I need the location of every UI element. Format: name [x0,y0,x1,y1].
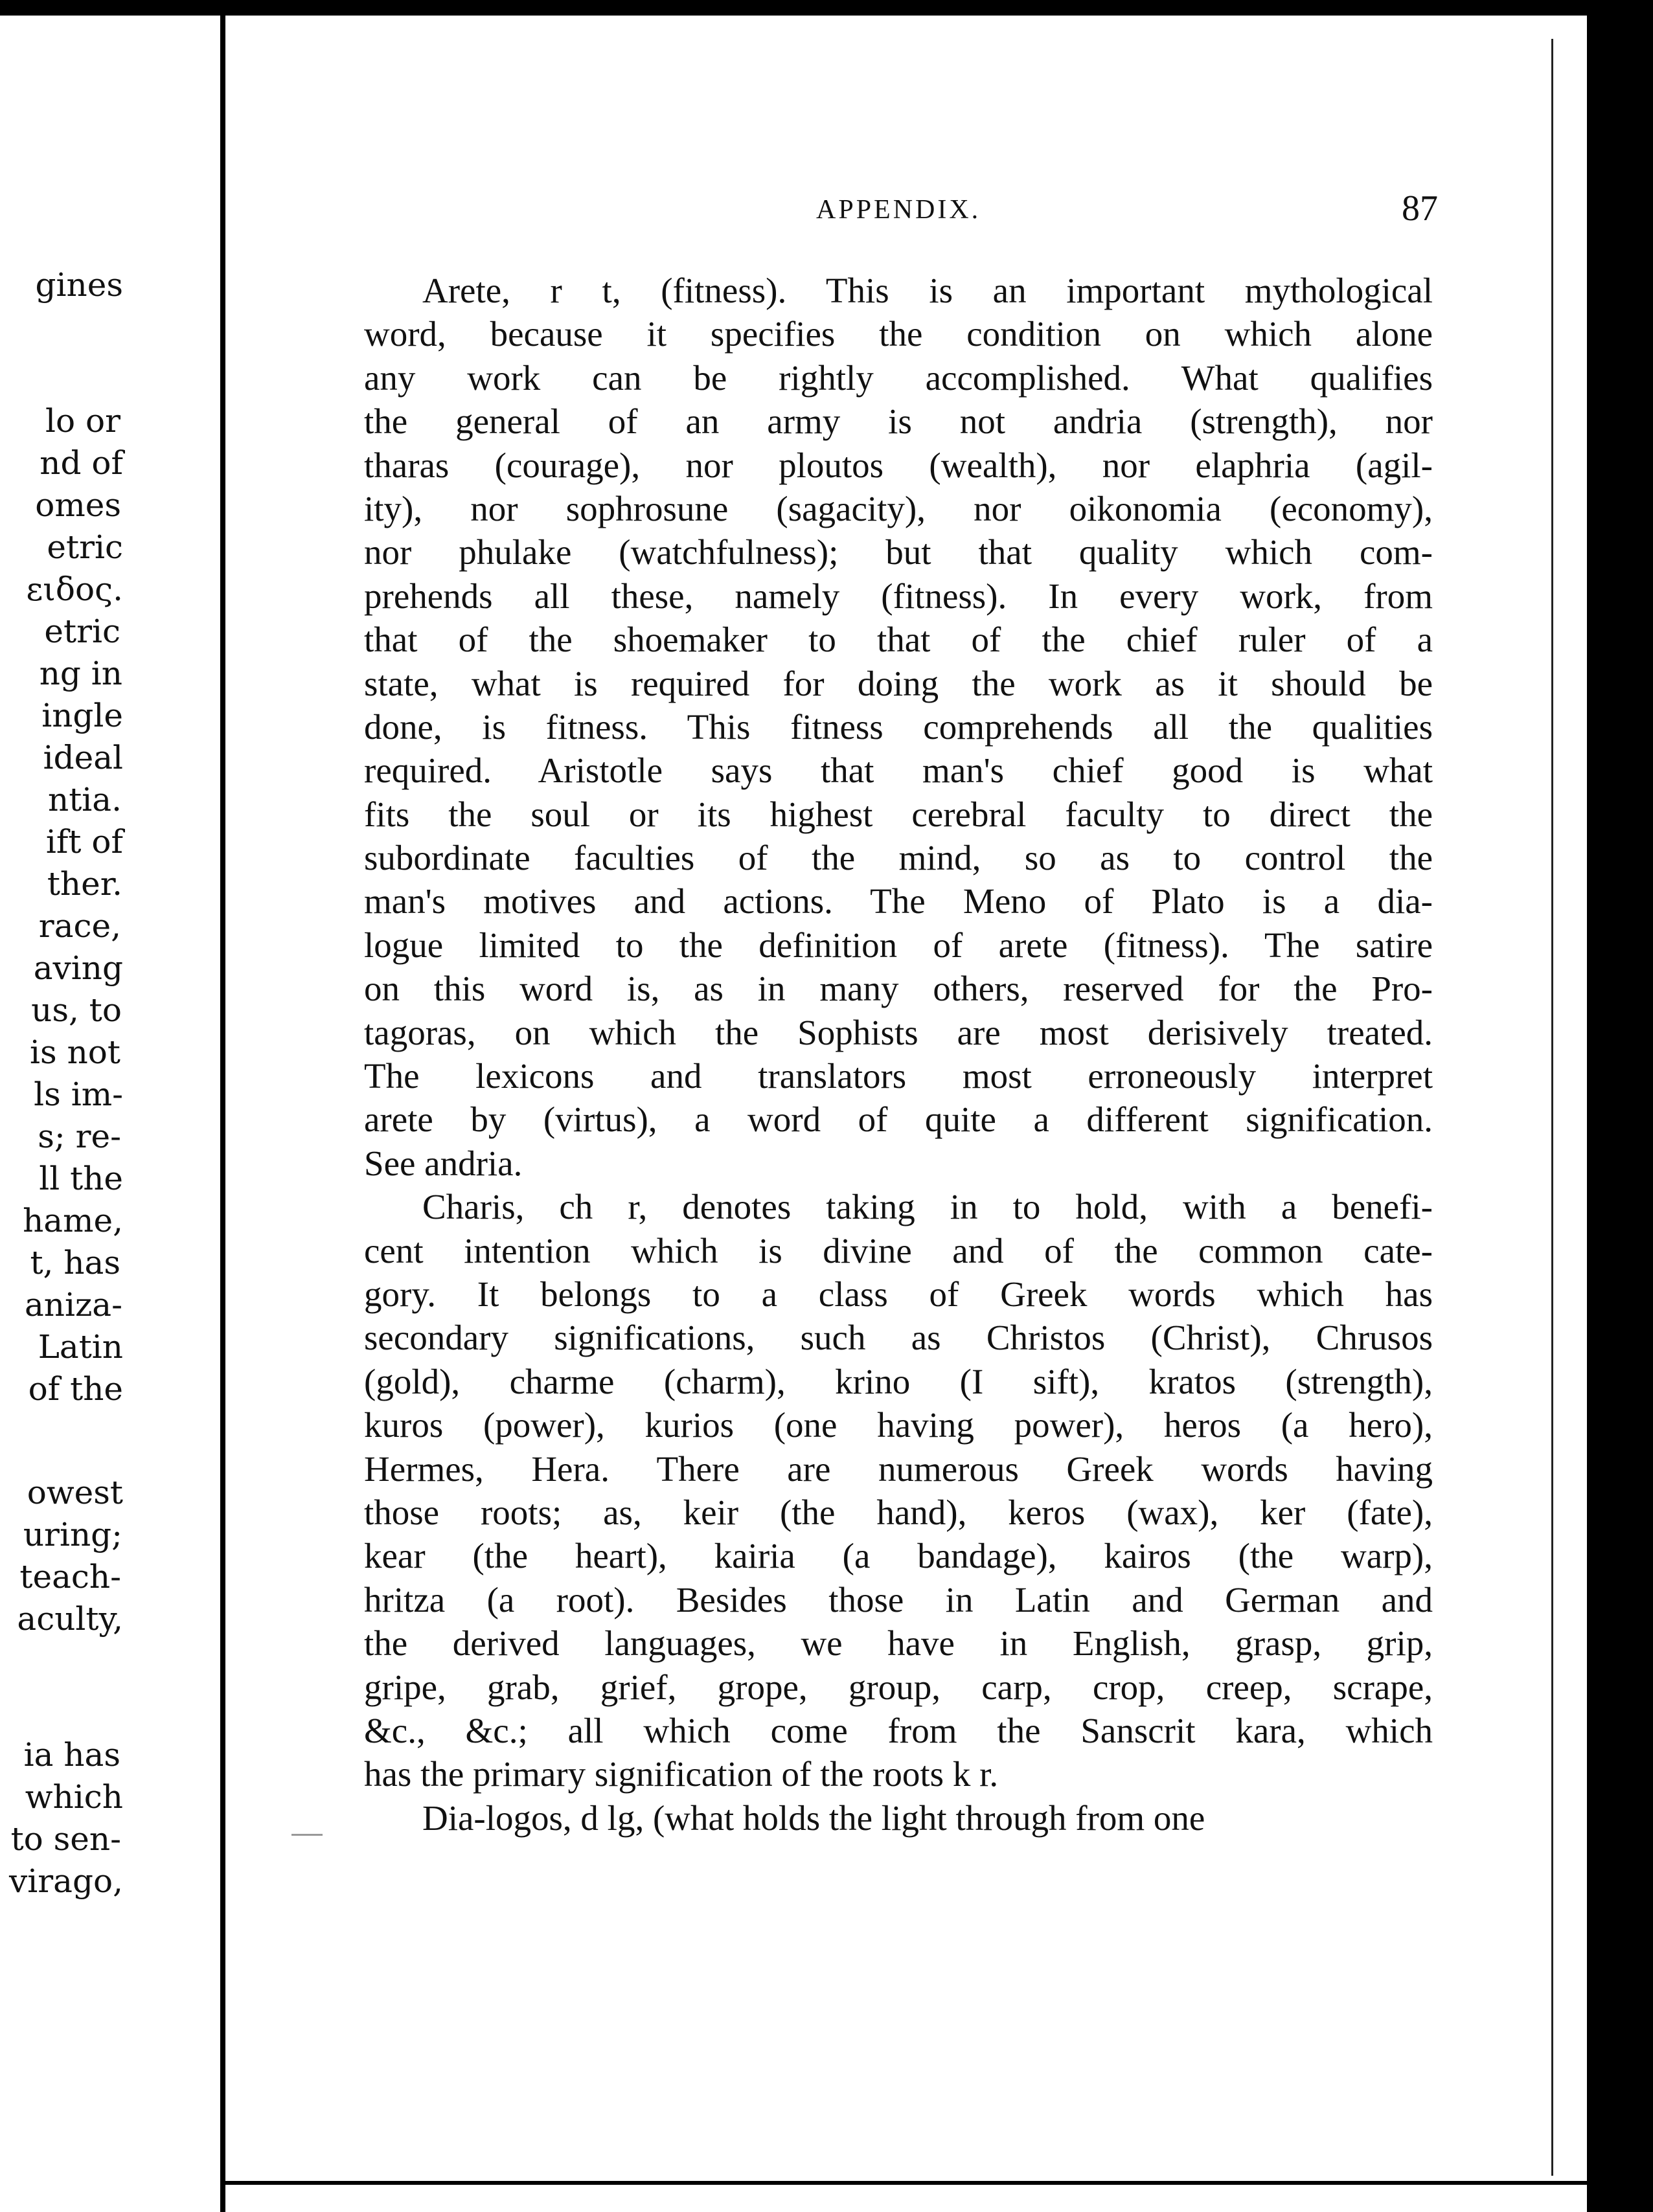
text-line: the general of an army is not andria (strength), nor [364,401,1433,442]
text-line: arete by (virtus), a word of quite a different signification. [364,1100,1433,1140]
text-line: logue limited to the definition of arete (fitness). The satire [364,925,1433,965]
text-line: kuros (power), kurios (one having power), heros (a hero), [364,1405,1433,1445]
text-line: subordinate faculties of the mind, so as to control the [364,838,1433,878]
text-line: secondary significations, such as Christos (Christ), Chrusos [364,1318,1433,1358]
previous-page-line: aculty, [17,1600,123,1638]
previous-page-fragment [0,265,220,2143]
previous-page-line: aving [33,949,123,987]
text-line: any work can be rightly accomplished. What qualifies [364,357,1433,398]
running-head: APPENDIX. [816,195,981,225]
previous-page-line: ingle [41,697,123,734]
previous-page-line: of the [28,1370,123,1408]
previous-page-line: uring; [23,1516,122,1553]
previous-page-line: owest [27,1474,123,1511]
text-line: tagoras, on which the Sophists are most derisively treated. [364,1012,1433,1052]
previous-page-line: omes [35,486,121,524]
text-line: on this word is, as in many others, reserved for the Pro- [364,969,1433,1009]
text-line: cent intention which is divine and of the common cate- [364,1230,1433,1270]
previous-page-line: us, to [31,991,122,1029]
text-line: nor phulake (watchfulness); but that quality which com- [364,532,1433,572]
previous-page-line: teach- [19,1558,121,1596]
previous-page-line: aniza- [24,1286,122,1324]
previous-page-line: etric [44,613,120,650]
book-gutter [220,0,225,2212]
text-line: Arete, r t, (fitness). This is an important mythological [422,271,1433,310]
text-line: that of the shoemaker to that of the chief ruler of a [364,620,1433,660]
text-line: Dia-logos, d lg, (what holds the light through from one [422,1798,1205,1838]
text-line: done, is fitness. This fitness comprehends all the qualities [364,706,1433,747]
previous-page-line: ideal [43,739,123,776]
text-line: Charis, ch r, denotes taking in to hold, with a benefi- [422,1187,1433,1227]
text-line: ity), nor sophrosune (sagacity), nor oikonomia (economy), [364,488,1433,528]
text-line: &c., &c.; all which come from the Sanscrit kara, which [364,1710,1433,1750]
previous-page-line: ll the [39,1160,123,1197]
text-line: required. Aristotle says that man's chief good is what [364,751,1433,791]
previous-page-line: virago, [9,1862,123,1900]
previous-page-line: nd of [40,444,123,482]
text-line: man's motives and actions. The Meno of Plato is a dia- [364,881,1433,921]
previous-page-line: ng in [39,655,122,692]
text-line: gripe, grab, grief, grope, group, carp, crop, creep, scrape, [364,1667,1433,1707]
previous-page-line: ntia. [48,781,122,818]
previous-page-line: ειδος. [26,570,123,608]
text-line: hritza (a root). Besides those in Latin and German and [364,1579,1433,1620]
scan-border-right [1587,0,1653,2212]
previous-page-line: ther. [47,865,122,903]
previous-page-line: hame, [23,1202,123,1239]
text-line: (gold), charme (charm), krino (I sift), kratos (strength), [364,1361,1433,1401]
text-line: See andria. [364,1143,523,1183]
page-header [363,188,1438,240]
text-line: The lexicons and translators most erroneously interpret [364,1056,1433,1096]
previous-page-line: ift of [45,823,123,861]
previous-page-line: to sen- [10,1820,121,1858]
previous-page-line: ia has [23,1736,120,1774]
previous-page-line: gines [35,266,123,304]
text-line: gory. It belongs to a class of Greek words which has [364,1274,1433,1314]
text-line: kear (the heart), kairia (a bandage), kairos (the warp), [364,1536,1433,1576]
margin-mark [291,1834,323,1836]
previous-page-line: Latin [38,1328,123,1366]
previous-page-line: lo or [45,402,120,440]
previous-page-line: etric [47,528,123,566]
page-number: 87 [1402,188,1438,229]
previous-page-line: s; re- [38,1118,121,1155]
previous-page-line: is not [30,1033,120,1071]
text-line: tharas (courage), nor ploutos (wealth), nor elaphria (agil- [364,445,1433,485]
scan-border-top [0,0,1653,16]
text-line: fits the soul or its highest cerebral faculty to direct the [364,794,1433,834]
scan-border-bottom [225,2181,1587,2185]
text-line: those roots; as, keir (the hand), keros (wax), ker (fate), [364,1492,1433,1532]
body-text [364,269,1433,1840]
previous-page-line: t, has [30,1244,120,1281]
text-line: word, because it specifies the condition on which alone [364,314,1433,354]
previous-page-line: ls im- [34,1076,123,1113]
previous-page-line: which [25,1778,123,1816]
text-line: prehends all these, namely (fitness). In every work, from [364,576,1433,616]
previous-page-line: race, [38,907,121,945]
page-edge [1551,39,1553,2176]
text-line: has the primary signification of the roots k r. [364,1754,999,1794]
text-line: the derived languages, we have in English, grasp, grip, [364,1623,1433,1664]
text-line: Hermes, Hera. There are numerous Greek words having [364,1449,1433,1489]
text-line: state, what is required for doing the work as it should be [364,663,1433,703]
